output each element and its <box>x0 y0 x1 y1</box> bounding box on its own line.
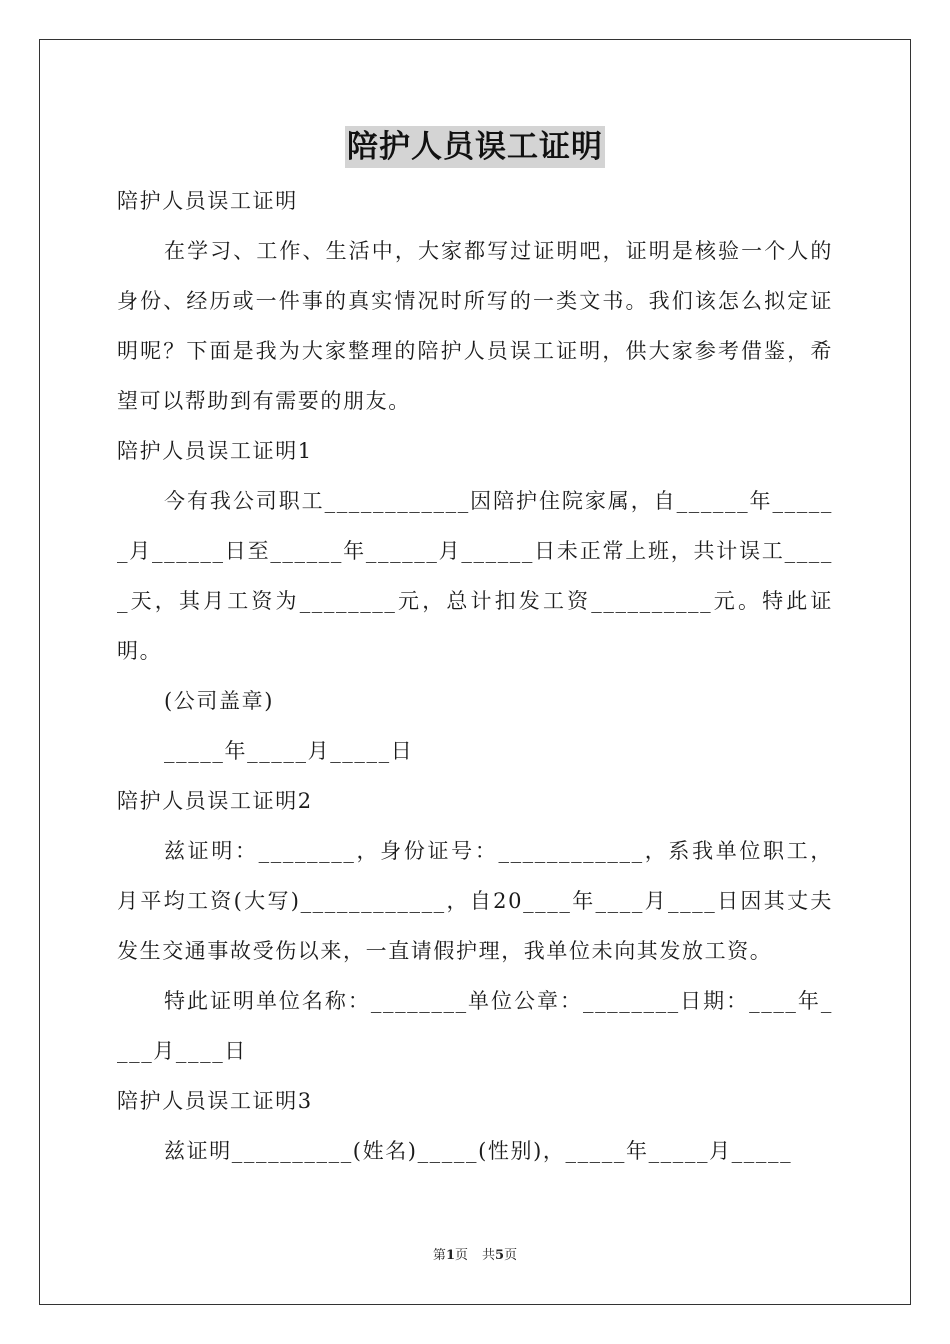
date-line: _____年_____月_____日 <box>164 739 414 763</box>
section-heading: 陪护人员误工证明2 <box>117 789 313 813</box>
intro-paragraph: 在学习、工作、生活中，大家都写过证明吧，证明是核验一个人的身份、经历或一件事的真实情况时所写的一类文书。我们该怎么拟定证明呢？下面是我为大家整理的陪护人员误工证明，供大家参考借鉴，希望可以帮助到有需要的朋友。 <box>117 239 833 413</box>
seal-line: (公司盖章) <box>164 689 274 713</box>
page-unit: 页 <box>454 1248 468 1263</box>
page-footer <box>0 1246 950 1266</box>
body-paragraph: 今有我公司职工____________因陪护住院家属，自______年______月______日至______年______月______日未正常上班，共计误工_____天，其月工资为________元，总计扣发工资__________元。特此证明。 <box>117 489 833 663</box>
document-body <box>117 176 833 1176</box>
title-container <box>0 126 950 168</box>
document-title: 陪护人员误工证明 <box>345 126 605 168</box>
section-heading: 陪护人员误工证明3 <box>117 1089 313 1113</box>
total-unit: 页 <box>504 1248 518 1263</box>
page-prefix: 第 <box>432 1248 446 1263</box>
body-paragraph: 兹证明：________，身份证号：____________，系我单位职工，月平均工资(大写)____________，自20____年____月____日因其丈夫发生交通事故受伤以来，一直请假护理，我单位未向其发放工资。 <box>117 839 833 963</box>
section-heading: 陪护人员误工证明1 <box>117 439 313 463</box>
section-heading: 陪护人员误工证明 <box>117 189 298 213</box>
body-paragraph: 兹证明__________(姓名)_____(性别)，_____年_____月_____ <box>164 1139 793 1163</box>
current-page-number: 1 <box>445 1248 455 1263</box>
total-page-number: 5 <box>495 1248 505 1263</box>
total-prefix: 共 <box>482 1248 496 1263</box>
body-paragraph: 特此证明单位名称：________单位公章：________日期：____年____月____日 <box>117 989 833 1063</box>
